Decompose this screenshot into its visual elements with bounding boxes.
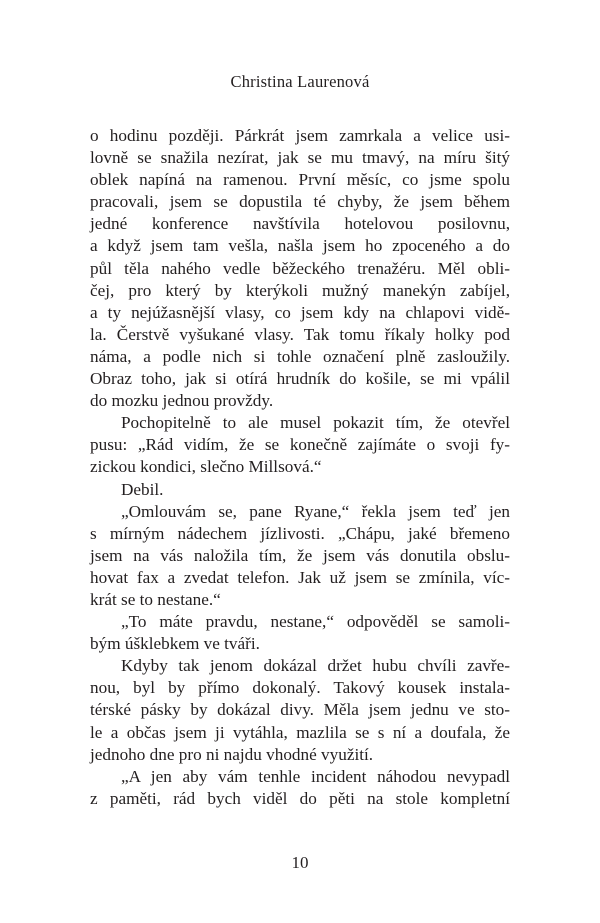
text-line: hovat fax a zvedat telefon. Jak už jsem se zmínila, víc- (90, 567, 510, 587)
text-line: zickou kondici, slečno Millsová.“ (90, 457, 322, 477)
text-line: „To máte pravdu, nestane,“ odpověděl se samoli- (121, 612, 510, 632)
text-line: s mírným nádechem jízlivosti. „Chápu, jaké břemeno (90, 523, 510, 543)
text-line: jedné konference navštívila hotelovou posilovnu, (90, 214, 510, 234)
text-line: do mozku jednou provždy. (90, 391, 274, 411)
text-line: Debil. (121, 479, 164, 499)
text-line: bým úšklebkem ve tváři. (90, 634, 260, 654)
text-line: nou, byl by přímo dokonalý. Takový kousek instala- (90, 678, 510, 698)
text-line: a když jsem tam vešla, našla jsem ho zpoceného a do (90, 236, 510, 256)
text-line: térské pásky by dokázal divy. Měla jsem jednu ve sto- (90, 700, 510, 720)
text-line: lovně se snažila nezírat, jak se mu tmavý, na míru šitý (90, 148, 510, 168)
text-line: „Omlouvám se, pane Ryane,“ řekla jsem teď jen (121, 501, 510, 521)
text-line: krát se to nestane.“ (90, 589, 221, 609)
text-line: jsem na vás naložila tím, že jsem vás donutila obslu- (90, 545, 510, 565)
text-line: „A jen aby vám tenhle incident náhodou nevypadl (121, 766, 510, 786)
text-line: pracovali, jsem se dopustila té chyby, že jsem během (90, 192, 510, 212)
text-line: la. Čerstvě vyšukané vlasy. Tak tomu říkaly holky pod (90, 324, 510, 344)
body-text (90, 125, 510, 810)
page-number: 10 (291, 853, 309, 872)
text-line: půl těla nahého vedle běžeckého trenažéru. Měl obli- (90, 258, 510, 278)
text-line: z paměti, rád bych viděl do pěti na stole kompletní (90, 788, 510, 808)
text-line: jednoho dne pro ni najdu vhodné využití. (90, 744, 374, 764)
text-line: a ty nejúžasnější vlasy, co jsem kdy na chlapovi vidě- (90, 302, 510, 322)
text-line: Pochopitelně to ale musel pokazit tím, že otevřel (121, 413, 510, 433)
text-line: čej, pro který by kterýkoli mužný manekýn zabíjel, (90, 280, 510, 300)
text-line: oblek napíná na ramenou. První měsíc, co jsme spolu (90, 170, 510, 190)
text-line: o hodinu později. Párkrát jsem zamrkala a velice usi- (90, 126, 510, 145)
text-line: Kdyby tak jenom dokázal držet hubu chvíli zavře- (121, 656, 510, 676)
running-header: Christina Laurenová (230, 72, 370, 91)
text-line: Obraz toho, jak si otírá hrudník do košile, se mi vpálil (90, 369, 510, 389)
text-line: le a občas jsem ji vytáhla, mazlila se s ní a doufala, že (90, 722, 510, 742)
text-line: pusu: „Rád vidím, že se konečně zajímáte o svoji fy- (90, 435, 510, 455)
text-line: náma, a podle nich si tohle označení plně zasloužily. (90, 346, 510, 366)
